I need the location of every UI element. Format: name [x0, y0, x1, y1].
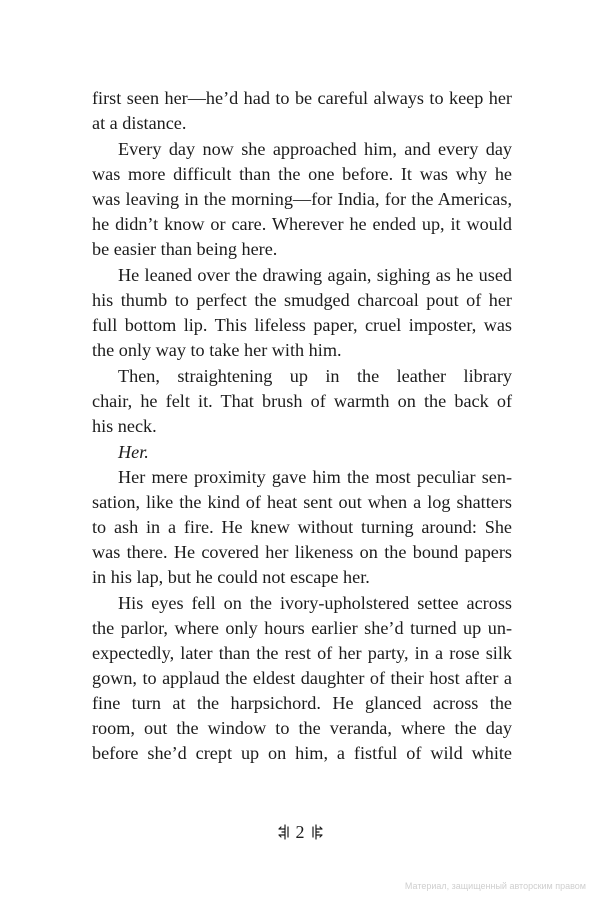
text-line: he didn’t know or care. Wherever he ended up, it would — [92, 214, 512, 234]
text-line: be easier than being here. — [92, 239, 278, 259]
copyright-watermark: Материал, защищенный авторским правом — [404, 881, 586, 891]
text-line: his thumb to perfect the smudged charcoal pout of her — [92, 290, 512, 310]
folio-ornament-right-icon — [311, 823, 325, 841]
text-line: chair, he felt it. That brush of warmth on the back of — [92, 391, 512, 411]
page-number: 2 — [295, 821, 305, 842]
text-line: in his lap, but he could not escape her. — [92, 567, 370, 587]
italic-text-line: Her. — [118, 442, 149, 462]
folio-ornament-left-icon — [276, 823, 290, 841]
text-line: his neck. — [92, 416, 157, 436]
text-line: Every day now she approached him, and every day — [118, 139, 512, 159]
text-line: the only way to take her with him. — [92, 340, 342, 360]
text-line: expectedly, later than the rest of her party, in a rose silk — [92, 643, 512, 663]
text-line: Then, straightening up in the leather library — [118, 366, 512, 386]
text-line: fine turn at the harpsichord. He glanced across the — [92, 693, 512, 713]
page-folio — [0, 818, 600, 844]
text-line: He leaned over the drawing again, sighing as he used — [118, 265, 512, 285]
text-line: room, out the window to the veranda, where the day — [92, 718, 512, 738]
text-line: at a distance. — [92, 113, 187, 133]
text-line: was more difficult than the one before. It was why he — [92, 164, 512, 184]
text-line: to ash in a fire. He knew without turning around: She — [92, 517, 512, 537]
text-line: full bottom lip. This lifeless paper, cruel imposter, was — [92, 315, 512, 335]
text-line: sation, like the kind of heat sent out when a log shatters — [92, 492, 512, 512]
text-line: first seen her—he’d had to be careful always to keep her — [92, 88, 512, 108]
text-line: was leaving in the morning—for India, for the Americas, — [92, 189, 512, 209]
text-line: before she’d crept up on him, a fistful of wild white — [92, 743, 512, 763]
text-line: was there. He covered her likeness on the bound papers — [92, 542, 512, 562]
text-line: gown, to applaud the eldest daughter of their host after a — [92, 668, 512, 688]
text-line: Her mere proximity gave him the most peculiar sen- — [118, 467, 512, 487]
text-line: His eyes fell on the ivory-upholstered settee across — [118, 593, 512, 613]
text-line: the parlor, where only hours earlier she’d turned up un- — [92, 618, 512, 638]
